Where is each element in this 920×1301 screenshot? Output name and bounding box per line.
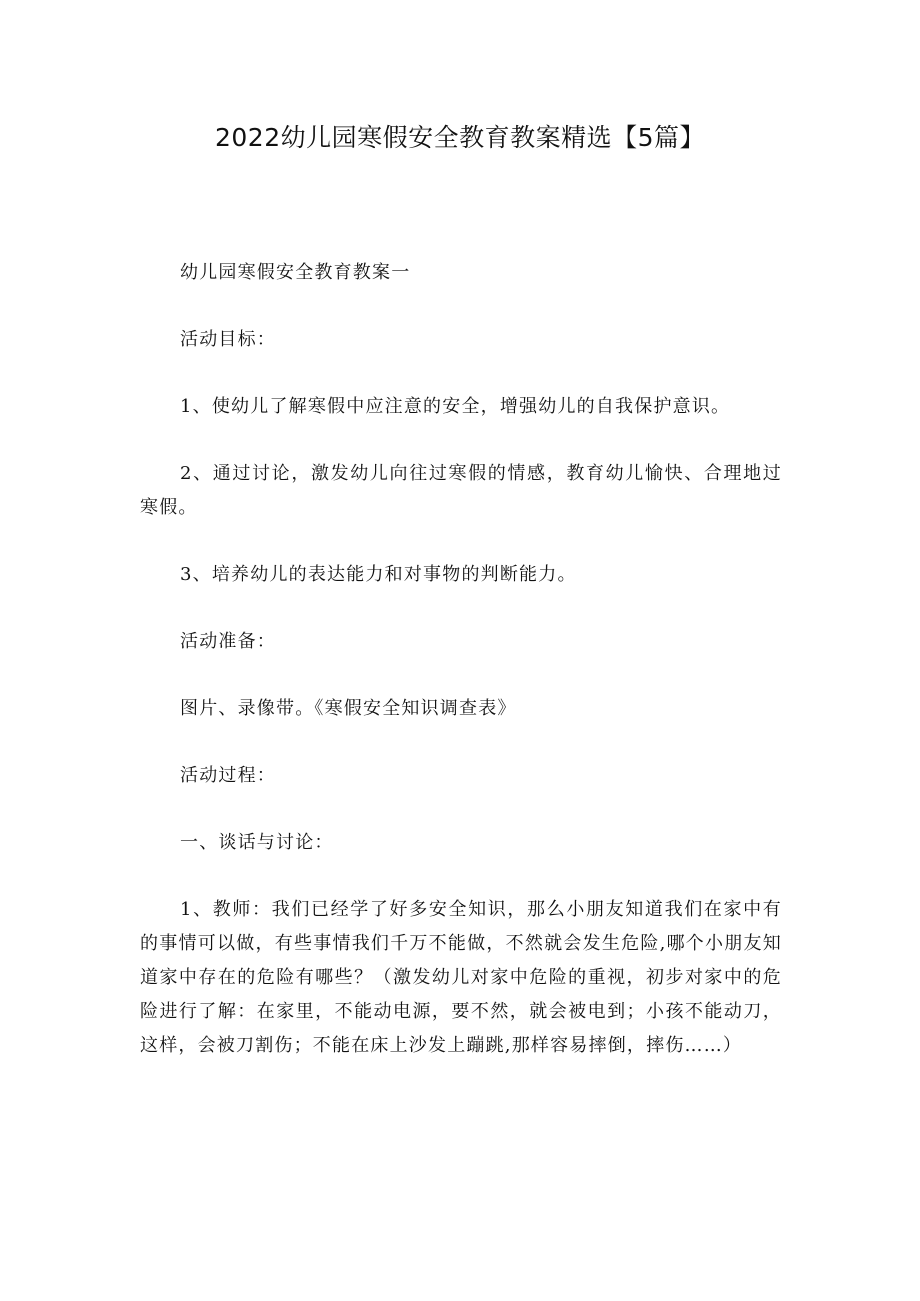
paragraph: 一、谈话与讨论： bbox=[180, 832, 334, 853]
paragraph: 1、使幼儿了解寒假中应注意的安全，增强幼儿的自我保护意识。 bbox=[180, 396, 731, 417]
document-body bbox=[140, 256, 782, 1096]
paragraph: 2、通过讨论，激发幼儿向往过寒假的情感，教育幼儿愉快、合理地过寒假。 bbox=[140, 463, 782, 518]
paragraph: 活动过程： bbox=[180, 765, 276, 786]
paragraph: 活动准备： bbox=[180, 631, 276, 652]
paragraph: 3、培养幼儿的表达能力和对事物的判断能力。 bbox=[180, 564, 577, 585]
paragraph: 1、教师：我们已经学了好多安全知识，那么小朋友知道我们在家中有的事情可以做，有些事情我们千万不能做，不然就会发生危险,哪个小朋友知道家中存在的危险有哪些？（激发幼儿对家中危险的重视，初步对家中的危险进行了解：在家里，不能动电源，要不然，就会被电到；小孩不能动刀，这样，会被刀割伤；不能在床上沙发上蹦跳,那样容易摔倒，摔伤……） bbox=[140, 899, 782, 1056]
section-heading: 幼儿园寒假安全教育教案一 bbox=[180, 262, 411, 283]
document-title: 2022幼儿园寒假安全教育教案精选【5篇】 bbox=[214, 123, 706, 152]
paragraph: 活动目标： bbox=[180, 329, 276, 350]
paragraph: 图片、录像带。《寒假安全知识调查表》 bbox=[180, 698, 517, 719]
